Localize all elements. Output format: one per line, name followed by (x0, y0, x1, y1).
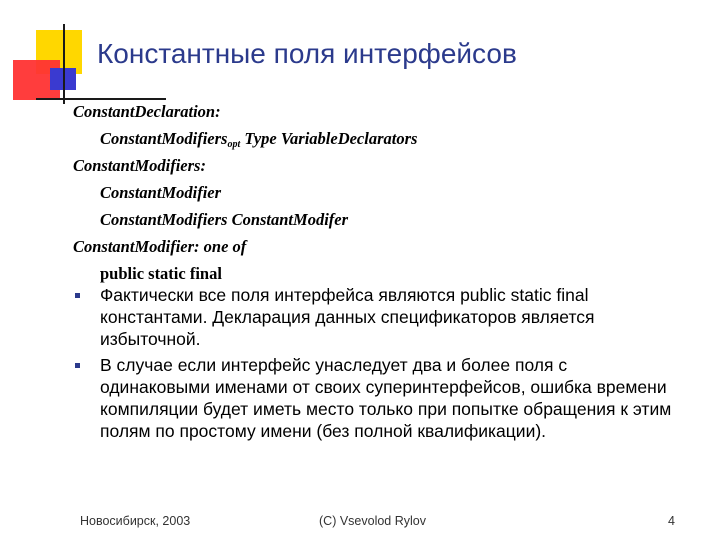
grammar-line: ConstantDeclaration: (73, 102, 221, 121)
footer-location: Новосибирск, 2003 (80, 514, 191, 528)
bullet-item (73, 284, 673, 350)
grammar-line: ConstantModifier: one of (73, 237, 247, 256)
logo-vertical-line (63, 24, 65, 104)
grammar-line: public static final (100, 264, 222, 283)
page-number: 4 (668, 514, 675, 528)
grammar-line: ConstantModifiers ConstantModifer (100, 210, 349, 229)
grammar-line: ConstantModifier (100, 183, 222, 202)
grammar-line: ConstantModifiers$_{opt}$ Type VariableDeclarators (100, 129, 418, 150)
bullet-list (73, 284, 673, 446)
bullet-item (73, 354, 673, 442)
square-bullet-icon (75, 363, 80, 368)
grammar-line: ConstantModifiers: (73, 156, 206, 175)
grammar-block (73, 98, 673, 287)
slide-title: Константные поля интерфейсов (97, 38, 517, 69)
square-bullet-icon (75, 293, 80, 298)
bullet-text: В случае если интерфейс унаследует два и более поля с одинаковыми именами от своих суперинтерфейсов, ошибка времени компиляции будет иметь место только при попытке обращения к этим полям по простому имени (без полной квалификации). (100, 355, 672, 441)
slide-logo (0, 0, 100, 110)
bullet-text: Фактически все поля интерфейса являются public static final константами. Декларация данных спецификаторов является избыточной. (100, 285, 595, 349)
footer-author: (C) Vsevolod Rylov (319, 514, 426, 528)
